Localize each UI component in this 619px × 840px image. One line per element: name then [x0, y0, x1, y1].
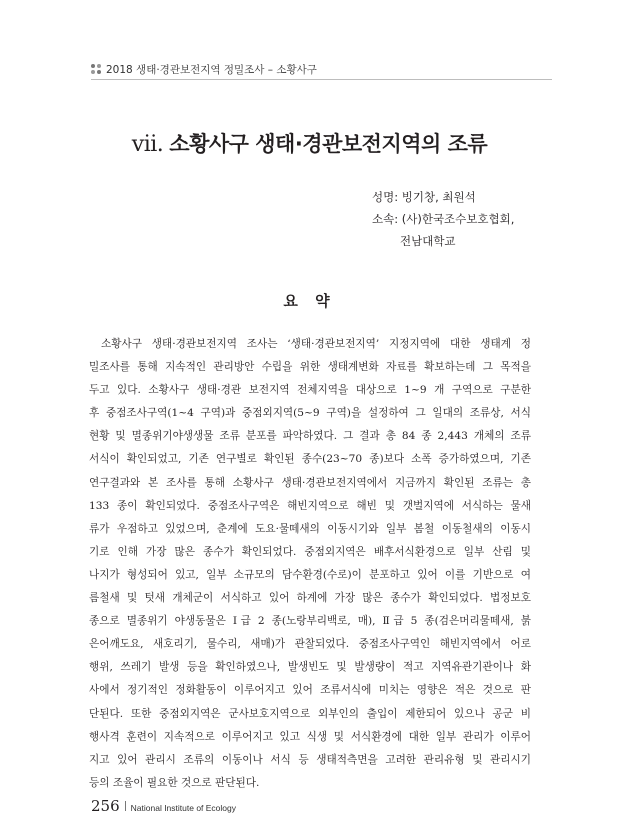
summary-line: 133 종이 확인되었다. 중점조사구역은 해빈지역으로 해빈 및 갯벌지역에 서식하는 물새: [89, 499, 531, 512]
summary-line: 류가 우점하고 있었으며, 춘계에 도요·물떼새의 이동시기와 일부 봄철 이동철새의 이동시: [89, 522, 531, 535]
summary-line: 사에서 정기적인 정화활동이 이루어지고 있어 조류서식에 미치는 영향은 적은 것으로 판: [89, 684, 531, 697]
summary-line: 현황 및 멸종위기야생생물 조류 분포를 파악하였다. 그 결과 총 84 종 2,443 개체의 조류: [89, 430, 531, 443]
author-block: [372, 186, 514, 252]
summary-line: 서식이 확인되었고, 기존 연구별로 확인된 종수(23~70 종)보다 소폭 증가하였으며, 기존: [89, 453, 531, 466]
chapter-title-text: 소황사구 생태·경관보전지역의 조류: [169, 132, 488, 156]
dots-icon: [91, 64, 102, 75]
summary-line: 등의 조율이 필요한 것으로 판단된다.: [89, 776, 260, 789]
footer-divider: [125, 801, 126, 811]
page-number: 256: [91, 797, 120, 815]
summary-heading: 요 약: [283, 292, 336, 310]
summary-line: 나지가 형성되어 있고, 일부 소규모의 담수환경(수로)이 분포하고 있어 이를 기반으로 여: [89, 568, 531, 581]
chapter-number: vii.: [131, 132, 164, 157]
summary-line: 행사격 훈련이 지속적으로 이루어지고 있고 식생 및 서식환경에 대한 일부 관리가 이루어: [89, 730, 531, 743]
summary-line: 기로 인해 가장 많은 종수가 확인되었다. 중점외지역은 배후서식환경으로 일부 산림 및: [89, 545, 531, 558]
summary-line: 소황사구 생태·경관보전지역 조사는 ‘생태·경관보전지역’ 지정지역에 대한 생태계 정: [101, 338, 531, 350]
summary-line: 연구결과와 본 조사를 통해 소황사구 생태·경관보전지역에서 지금까지 확인된 조류는 총: [89, 476, 531, 489]
summary-line: 밀조사를 통해 지속적인 관리방안 수립을 위한 생태계변화 자료를 확보하는데 그 목적을: [89, 361, 531, 374]
author-affiliation-cont: 전남대학교: [400, 234, 456, 248]
summary-line: 행위, 쓰레기 발생 등을 확인하였으나, 발생빈도 및 발생량이 적고 지역유관기관이나 화: [89, 661, 531, 674]
footer-institution: National Institute of Ecology: [130, 803, 237, 813]
author-names: 성명: 빙기창, 최원석: [372, 190, 476, 204]
summary-line: 두고 있다. 소황사구 생태·경관 보전지역 전체지역을 대상으로 1~9 개 구역으로 구분한: [89, 384, 531, 397]
author-affiliation: 소속: (사)한국조수보호협회,: [372, 212, 515, 226]
summary-line: 름철새 및 텃새 개체군이 서식하고 있어 하계에 가장 많은 종수가 확인되었다. 법정보호: [89, 592, 531, 605]
running-header: [91, 62, 551, 77]
summary-line: 은어깨도요, 새호리기, 물수리, 새매)가 관찰되었다. 중점조사구역인 해빈지역에서 어로: [89, 638, 531, 651]
chapter-title: [0, 128, 619, 158]
page-footer: [91, 797, 236, 815]
summary-line: 지고 있어 관리시 조류의 이동이나 서식 등 생태적측면을 고려한 관리유형 및 관리시기: [89, 753, 531, 766]
running-title: 2018 생태·경관보전지역 정밀조사 – 소황사구: [106, 64, 317, 76]
summary-line: 후 중점조사구역(1~4 구역)과 중점외지역(5~9 구역)을 설정하여 그 일대의 조류상, 서식: [89, 407, 531, 420]
summary-line: 단된다. 또한 중점외지역은 군사보호지역으로 외부인의 출입이 제한되어 있으나 공군 비: [89, 707, 531, 720]
header-divider: [91, 79, 552, 80]
summary-line: 종으로 멸종위기 야생동물은 Ⅰ급 2 종(노랑부리백로, 매), Ⅱ급 5 종(검은머리물떼새, 붉: [89, 615, 531, 628]
summary-body: [89, 333, 531, 795]
